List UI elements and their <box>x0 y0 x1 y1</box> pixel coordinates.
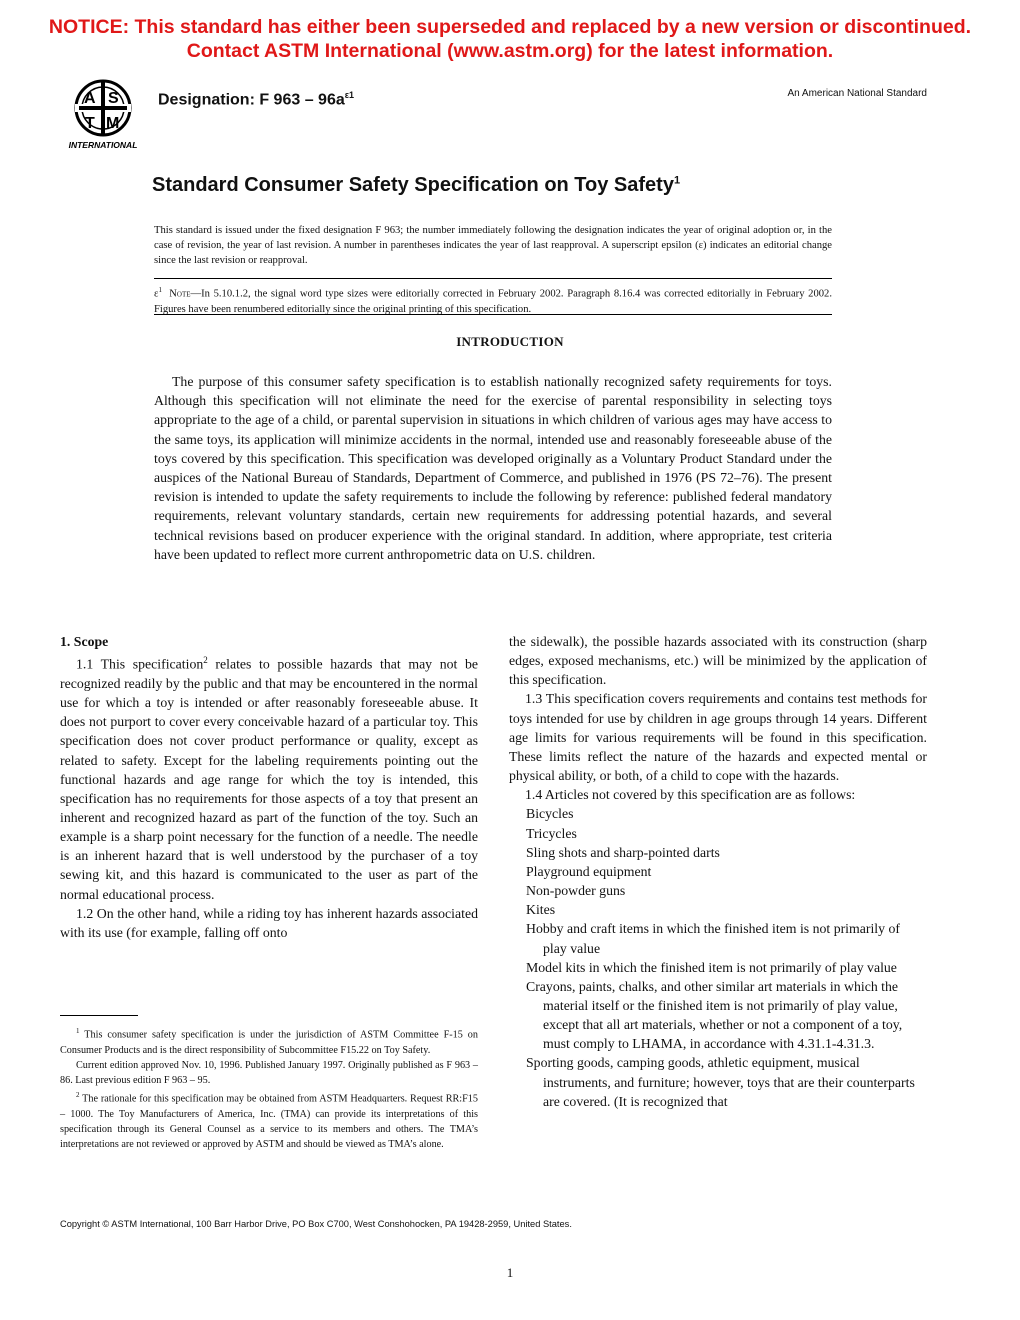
introduction-paragraph: The purpose of this consumer safety specification is to establish nationally recognized safety requirements for toys. Although this specification will not eliminate the need for the exercise of parental responsibility in selecting toys appropriate to the age of a child, or parental supervision in situations in which children of various ages may have access to the same toys, its application will minimize accidents in the normal, intended use and reasonably foreseeable abuse of the toys covered by this specification. This specification was developed originally as a Voluntary Product Standard under the auspices of the National Bureau of Standards, Department of Commerce, and published in 1976 (PS 72–76). The present revision is intended to update the safety requirements to include the following by reference: published federal mandatory requirements, relevant voluntary standards, certain new requirements for addressing potential hazards, and several technical revisions based on producer experience with the original standard. In addition, where appropriate, test criteria have been updated to reflect more current anthropometric data on U.S. children. <box>154 374 832 562</box>
page-number: 1 <box>506 1265 514 1280</box>
list-item: Bicycles <box>526 806 574 822</box>
p1-1-footnote-ref: 2 <box>203 655 208 666</box>
footnote-divider <box>60 1015 138 1016</box>
svg-text:S: S <box>108 90 119 107</box>
footnote-1-text: This consumer safety specification is under the jurisdiction of ASTM Committee F-15 on Consumer Products and is the direct responsibility of Subcommittee F15.22 on Toy Safety. <box>60 1029 478 1056</box>
astm-logo <box>60 76 146 152</box>
notice-line-1: NOTICE: This standard has either been superseded and replaced by a new version or discontinued. <box>48 16 972 38</box>
paragraph-1-2: 1.2 On the other hand, while a riding toy has inherent hazards associated with its use (for example, falling off onto <box>60 905 478 940</box>
list-item: Model kits in which the finished item is not primarily of play value <box>526 959 897 975</box>
introduction-heading: INTRODUCTION <box>456 334 564 349</box>
document-title <box>152 174 680 197</box>
p1-1-lead: 1.1 This specification <box>76 656 204 672</box>
note-label: Note <box>169 288 191 300</box>
copyright-line: Copyright © ASTM International, 100 Barr Harbor Drive, PO Box C700, West Conshohocken, PA 19428-2959, United States. <box>60 1219 572 1229</box>
svg-text:T: T <box>85 115 95 132</box>
notice-line-2: Contact ASTM International (www.astm.org) for the latest information. <box>186 40 834 62</box>
national-standard-label: An American National Standard <box>787 88 927 99</box>
footnote-2-marker: 2 <box>76 1091 80 1100</box>
footnote-1 <box>60 1024 478 1058</box>
note-text: —In 5.10.1.2, the signal word type sizes were editorially corrected in February 2002. Paragraph 8.16.4 was corrected editorially in February 2002. Figures have been renumbered editorially since the original printing of this specification. <box>154 288 832 315</box>
designation-superscript: ε1 <box>344 90 355 100</box>
left-column <box>60 632 478 942</box>
footnote-2 <box>60 1088 478 1152</box>
svg-text:INTERNATIONAL: INTERNATIONAL <box>68 140 138 150</box>
divider-top <box>154 278 832 279</box>
svg-text:M: M <box>106 115 120 132</box>
list-item: Hobby and craft items in which the finished item is not primarily of play value <box>526 921 900 956</box>
list-item: Sling shots and sharp-pointed darts <box>526 844 720 860</box>
issued-statement: This standard is issued under the fixed designation F 963; the number immediately following the designation indicates the year of original adoption or, in the case of revision, the year of last revision. A number in parentheses indicates the year of last reapproval. A superscript epsilon (ε) indicates an editorial change since the last revision or reapproval. <box>154 225 832 266</box>
scope-heading: 1. Scope <box>60 634 109 649</box>
paragraph-1-2-cont: the sidewalk), the possible hazards associated with its construction (sharp edges, exposed mechanisms, etc.) will be minimized by the application of this specification. <box>509 634 927 688</box>
designation <box>158 90 354 109</box>
divider-bottom <box>154 314 832 315</box>
title-footnote-ref: 1 <box>673 174 681 187</box>
p1-1-rest: relates to possible hazards that may not be recognized readily by the public and that may be encountered in the normal use for which a toy is intended or after reasonably foreseeable abuse. It does not purport to cover every conceivable hazard of a particular toy. This specification does not cover product performance or quality, except as related to safety. Except for the labeling requirements pointing out the functional hazards and age range for which the toy is intended, this specification has no requirements for those aspects of a toy that present an inherent and recognized hazard as part of the function of the toy. Such an example is a sharp point necessary for the function of a needle. The needle is an inherent hazard that is well understood by the purchaser of a toy sewing kit, and this hazard is communicated to the user as part of the normal educational process. <box>60 656 478 902</box>
footnote-1-marker: 1 <box>76 1027 80 1035</box>
list-item: Sporting goods, camping goods, athletic equipment, musical instruments, and furniture; however, toys that are their counterparts are covered. (It is recognized that <box>526 1055 915 1109</box>
list-item: Non-powder guns <box>526 883 626 899</box>
introduction-body <box>154 372 832 564</box>
list-item: Kites <box>526 902 556 918</box>
title-text: Standard Consumer Safety Specification on Toy Safety <box>152 174 674 196</box>
right-column <box>509 632 927 1111</box>
footnote-2-text: The rationale for this specification may be obtained from ASTM Headquarters. Request RR:F15 – 1000. The Toy Manufacturers of America, Inc. (TMA) can provide its interpretations of this specification through its General Counsel as a service to its members and others. The TMA’s interpretations are not reviewed or approved by ASTM and should be viewed as TMA’s alone. <box>60 1093 478 1151</box>
paragraph-1-3: 1.3 This specification covers requirements and contains test methods for toys intended for use by children in age groups through 14 years. Different age limits for various requirements will be found in this specification. These limits reflect the nature of the hazards and expected mental or physical ability, or both, of a child to cope with the hazards. <box>509 691 927 784</box>
paragraph-1-1 <box>60 651 478 904</box>
svg-text:A: A <box>84 90 96 107</box>
list-item: Crayons, paints, chalks, and other similar art materials in which the material itself or the finished item is not primarily of play value, except that all art materials, whether or not a component of a toy, must comply to LHAMA, in accordance with 4.31.1-4.31.3. <box>526 978 903 1052</box>
footnote-1-edition: Current edition approved Nov. 10, 1996. Published January 1997. Originally published as F 963 – 86. Last previous edition F 963 – 95. <box>60 1059 478 1086</box>
paragraph-1-4: 1.4 Articles not covered by this specification are as follows: <box>525 787 856 803</box>
note-marker: ε <box>154 288 159 300</box>
list-item: Tricycles <box>526 825 577 841</box>
footnotes <box>60 1024 478 1152</box>
editorial-note <box>154 283 832 317</box>
astm-logo-mark <box>60 76 146 152</box>
designation-text: Designation: F 963 – 96a <box>158 91 345 109</box>
note-marker-sup: 1 <box>158 286 162 294</box>
list-item: Playground equipment <box>526 863 652 879</box>
